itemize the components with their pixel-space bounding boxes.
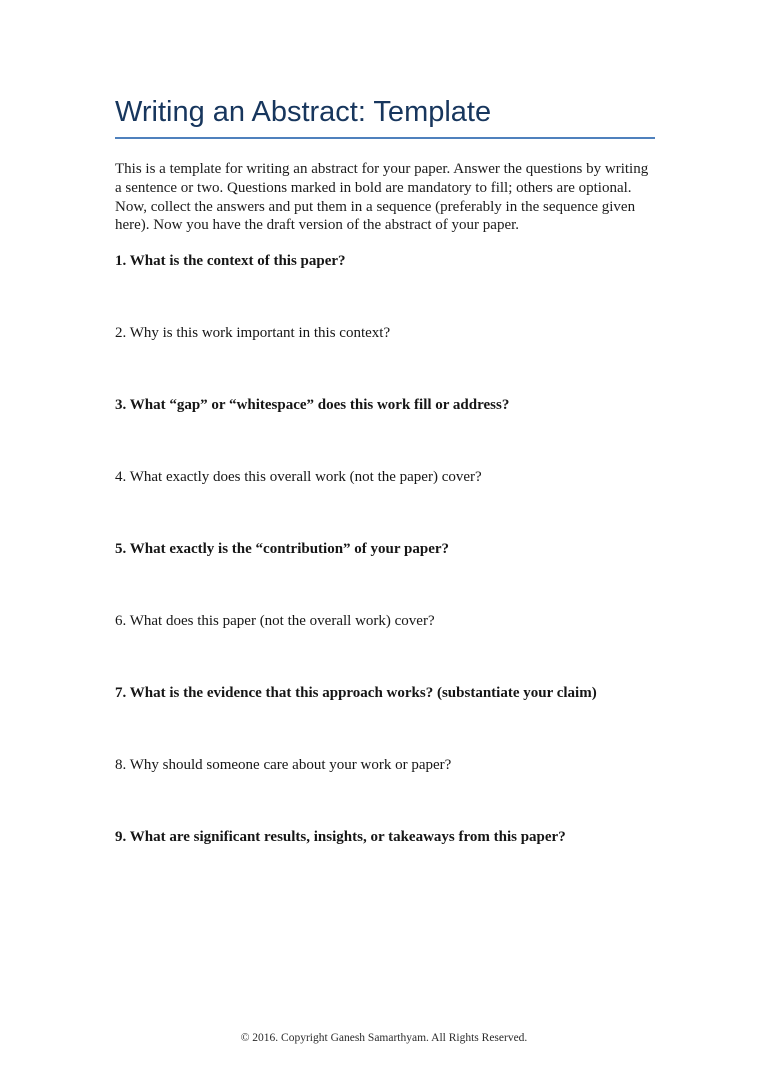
question-2: 2. Why is this work important in this context? <box>115 325 391 341</box>
question-list <box>115 252 655 847</box>
question-4: 4. What exactly does this overall work (not the paper) cover? <box>115 469 482 485</box>
page-title: Writing an Abstract: Template <box>115 96 492 128</box>
question-8: 8. Why should someone care about your work or paper? <box>115 757 452 773</box>
copyright-footer: © 2016. Copyright Ganesh Samarthyam. All Rights Reserved. <box>240 1032 528 1044</box>
question-5: 5. What exactly is the “contribution” of your paper? <box>115 541 450 557</box>
question-6: 6. What does this paper (not the overall work) cover? <box>115 613 435 629</box>
question-3: 3. What “gap” or “whitespace” does this work fill or address? <box>115 397 510 413</box>
question-7: 7. What is the evidence that this approach works? (substantiate your claim) <box>115 685 597 701</box>
question-1: 1. What is the context of this paper? <box>115 253 346 269</box>
title-underline-rule <box>115 137 655 139</box>
intro-paragraph: This is a template for writing an abstract for your paper. Answer the questions by writing a sentence or two. Questions marked in bold are mandatory to fill; others are optional. Now, collect the answers and put them in a sequence (preferably in the sequence given here). Now you have the draft version of the abstract of your paper. <box>115 161 649 234</box>
question-9: 9. What are significant results, insights, or takeaways from this paper? <box>115 829 566 845</box>
